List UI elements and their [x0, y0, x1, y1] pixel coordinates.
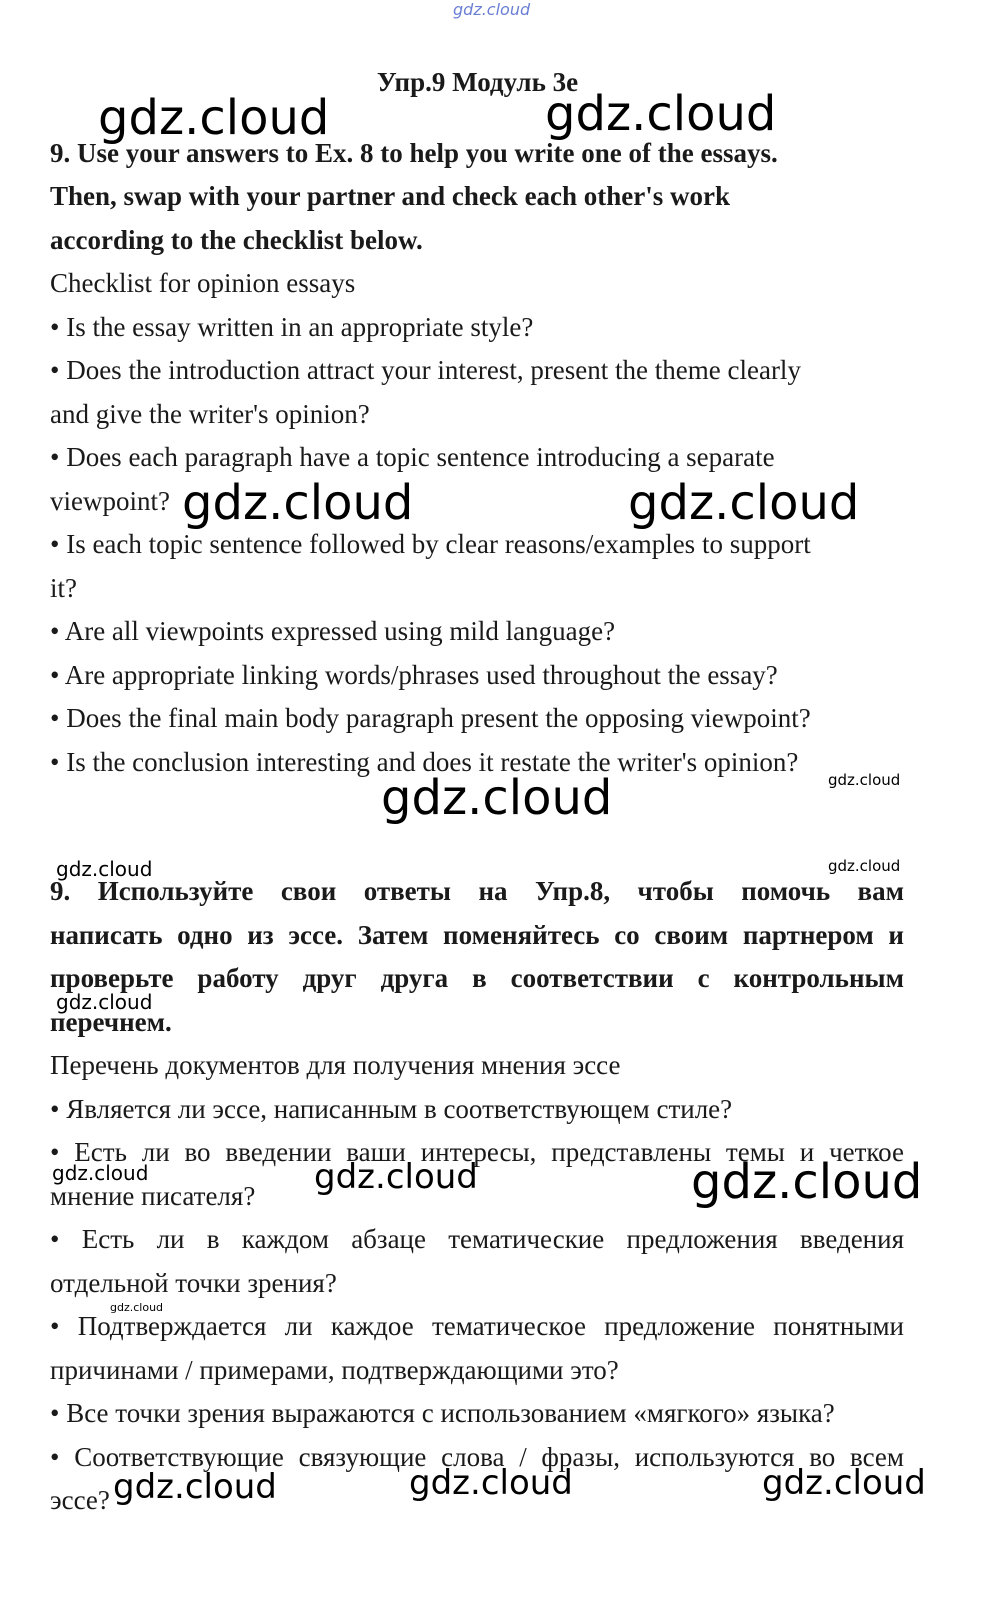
watermark: gdz.cloud	[314, 1157, 478, 1197]
page-title: Упр.9 Модуль 3е	[376, 67, 579, 97]
watermark: gdz.cloud	[52, 1161, 149, 1185]
task-line-en: 9. Use your answers to Ex. 8 to help you write one of the essays.	[50, 138, 778, 168]
checklist-line-en: • Is each topic sentence followed by clear reasons/examples to support	[50, 529, 811, 559]
watermark: gdz.cloud	[628, 475, 860, 531]
checklist-line-ru: отдельной точки зрения?	[50, 1268, 337, 1298]
task-line-ru: написать одно из эссе. Затем поменяйтесь со своим партнером и	[50, 920, 904, 950]
task-line-ru: перечнем.	[50, 1007, 172, 1037]
watermark: gdz.cloud	[828, 857, 901, 875]
checklist-line-ru: • Подтверждается ли каждое тематическое предложение понятными	[50, 1311, 904, 1341]
task-line-en: Then, swap with your partner and check each other's work	[50, 181, 731, 211]
checklist-line-ru: • Соответствующие связующие слова / фразы, используются во всем	[50, 1442, 904, 1472]
checklist-line-en: • Are appropriate linking words/phrases used throughout the essay?	[50, 660, 778, 690]
task-line-ru: проверьте работу друг друга в соответствии с контрольным	[50, 963, 904, 993]
checklist-line-en: • Is the essay written in an appropriate style?	[50, 312, 534, 342]
watermark: gdz.cloud	[182, 475, 414, 531]
checklist-line-ru: причинами / примерами, подтверждающими это?	[50, 1355, 619, 1385]
checklist-line-en: • Does each paragraph have a topic sentence introducing a separate	[50, 442, 775, 472]
watermark: gdz.cloud	[409, 1463, 573, 1503]
task-line-en: according to the checklist below.	[50, 225, 423, 255]
watermark: gdz.cloud	[381, 770, 613, 826]
watermark: gdz.cloud	[56, 990, 153, 1014]
checklist-line-ru: • Есть ли в каждом абзаце тематические предложения введения	[50, 1224, 904, 1254]
checklist-line-ru: эссе?	[50, 1485, 110, 1515]
checklist-line-en: • Does the introduction attract your interest, present the theme clearly	[50, 355, 801, 385]
checklist-line-en: and give the writer's opinion?	[50, 399, 370, 429]
checklist-line-en: it?	[50, 573, 77, 603]
checklist-line-en: • Are all viewpoints expressed using mild language?	[50, 616, 616, 646]
checklist-line-ru: • Является ли эссе, написанным в соответствующем стиле?	[50, 1094, 733, 1124]
watermark-top: gdz.cloud	[453, 0, 531, 19]
watermark: gdz.cloud	[691, 1154, 923, 1210]
checklist-title-ru: Перечень документов для получения мнения эссе	[50, 1050, 621, 1080]
watermark: gdz.cloud	[545, 86, 777, 142]
checklist-line-ru: • Все точки зрения выражаются с использованием «мягкого» языка?	[50, 1398, 835, 1428]
checklist-line-en: • Is the conclusion interesting and does it restate the writer's opinion?	[50, 747, 799, 777]
task-line-ru: 9. Используйте свои ответы на Упр.8, чтобы помочь вам	[50, 876, 904, 906]
watermark: gdz.cloud	[56, 857, 153, 881]
watermark: gdz.cloud	[828, 771, 901, 789]
watermark: gdz.cloud	[110, 1301, 164, 1314]
watermark: gdz.cloud	[113, 1467, 277, 1507]
watermark: gdz.cloud	[98, 90, 330, 146]
checklist-line-ru: • Есть ли во введении ваши интересы, представлены темы и четкое	[50, 1137, 904, 1167]
checklist-line-ru: мнение писателя?	[50, 1181, 256, 1211]
checklist-line-en: viewpoint?	[50, 486, 170, 516]
checklist-line-en: • Does the final main body paragraph present the opposing viewpoint?	[50, 703, 811, 733]
checklist-title-en: Checklist for opinion essays	[50, 268, 356, 298]
watermark: gdz.cloud	[762, 1463, 926, 1503]
